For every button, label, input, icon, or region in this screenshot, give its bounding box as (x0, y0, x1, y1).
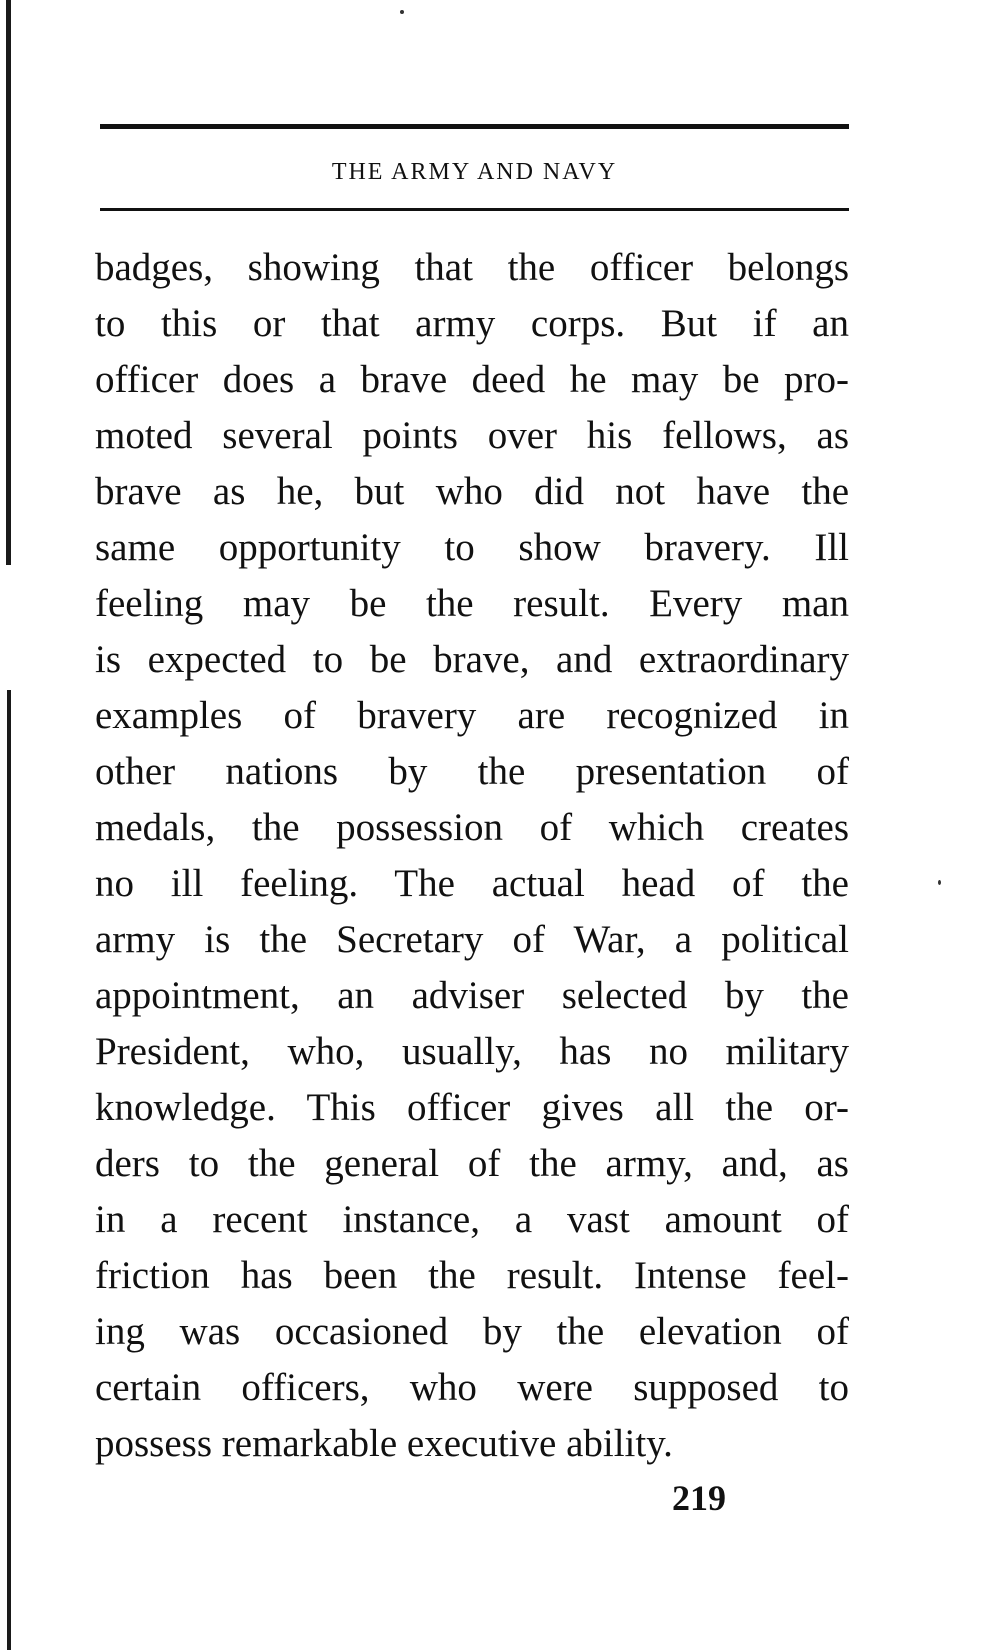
text-line: badges, showing that the officer belongs (95, 246, 849, 289)
scan-speck (938, 880, 941, 885)
text-line: appointment, an adviser selected by the (95, 974, 849, 1017)
text-line: other nations by the presentation of (95, 750, 849, 793)
text-line: ders to the general of the army, and, as (95, 1142, 849, 1185)
text-line: is expected to be brave, and extraordinary (95, 638, 849, 681)
header-rule-top (100, 124, 849, 129)
text-line: brave as he, but who did not have the (95, 470, 849, 513)
running-head: THE ARMY AND NAVY (331, 159, 618, 185)
page-number: 219 (672, 1478, 726, 1518)
text-line: knowledge. This officer gives all the or- (95, 1086, 849, 1129)
text-line: examples of bravery are recognized in (95, 694, 849, 737)
text-line: in a recent instance, a vast amount of (95, 1198, 849, 1241)
text-line: army is the Secretary of War, a political (95, 918, 849, 961)
header-rule-bottom (100, 208, 849, 211)
text-line: same opportunity to show bravery. Ill (95, 526, 849, 569)
text-line: no ill feeling. The actual head of the (95, 862, 849, 905)
body-text (95, 240, 849, 1472)
text-line: ing was occasioned by the elevation of (95, 1310, 849, 1353)
text-line: to this or that army corps. But if an (95, 302, 849, 345)
text-line: friction has been the result. Intense feel- (95, 1254, 849, 1297)
text-line: medals, the possession of which creates (95, 806, 849, 849)
scan-edge-mark (7, 690, 11, 1650)
text-line: possess remarkable executive ability. (95, 1422, 673, 1465)
text-line: certain officers, who were supposed to (95, 1366, 849, 1409)
text-line: moted several points over his fellows, as (95, 414, 849, 457)
text-line: feeling may be the result. Every man (95, 582, 849, 625)
scan-speck (400, 10, 404, 14)
text-line: officer does a brave deed he may be pro- (95, 358, 849, 401)
text-line: President, who, usually, has no military (95, 1030, 849, 1073)
scan-edge-mark (6, 0, 11, 565)
